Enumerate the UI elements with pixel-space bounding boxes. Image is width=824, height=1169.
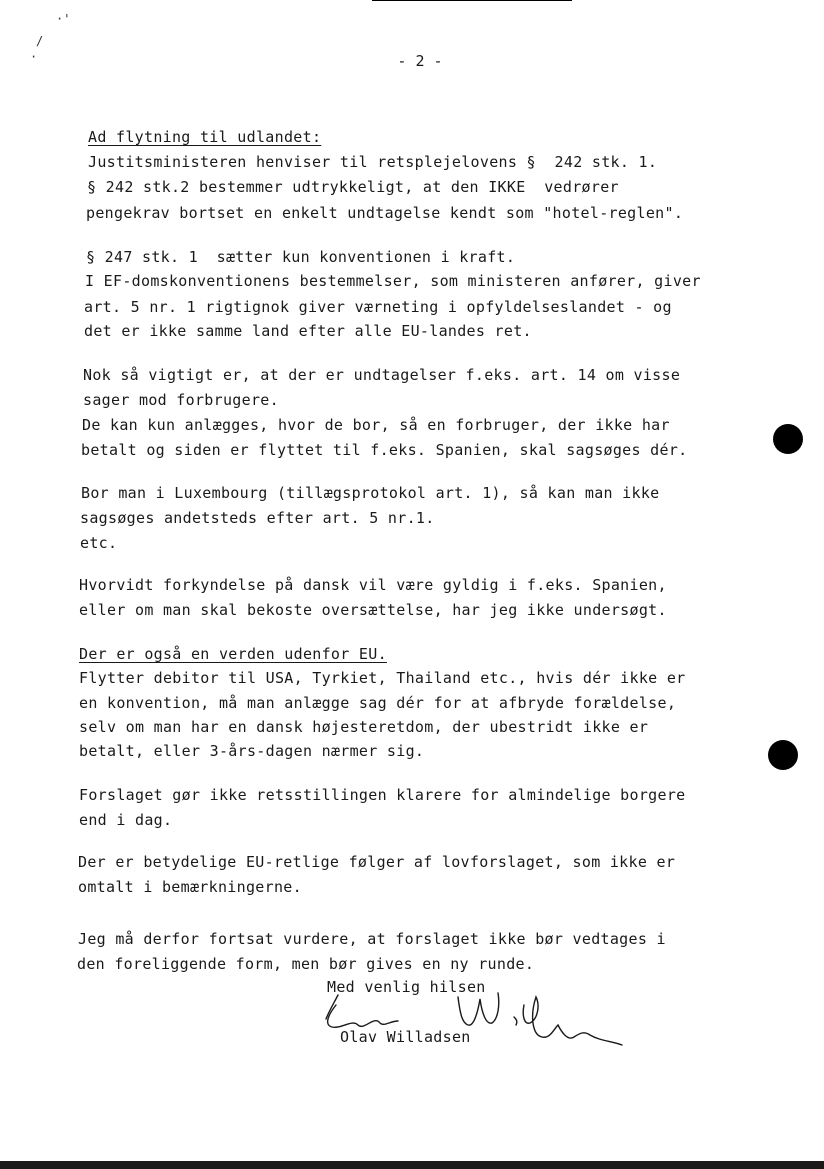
scan-bottom-edge <box>0 1161 824 1169</box>
text-line: Flytter debitor til USA, Tyrkiet, Thailand etc., hvis dér ikke er <box>79 669 686 687</box>
text-line: Hvorvidt forkyndelse på dansk vil være gyldig i f.eks. Spanien, <box>79 576 667 594</box>
scan-speck: / <box>36 34 44 48</box>
text-line: den foreliggende form, men bør gives en ny runde. <box>77 955 535 973</box>
scan-dot-mark <box>768 740 798 770</box>
text-line: betalt, eller 3-års-dagen nærmer sig. <box>79 742 425 760</box>
text-line: end i dag. <box>79 811 173 829</box>
text-line: § 247 stk. 1 sætter kun konventionen i kraft. <box>86 248 516 266</box>
scan-dot-mark <box>773 424 803 454</box>
text-line: omtalt i bemærkningerne. <box>78 878 302 896</box>
text-line: De kan kun anlægges, hvor de bor, så en forbruger, der ikke har <box>82 416 670 434</box>
text-line: § 242 stk.2 bestemmer udtrykkeligt, at den IKKE vedrører <box>87 178 619 196</box>
page-number: - 2 - <box>397 52 443 70</box>
text-line: en konvention, må man anlægge sag dér for at afbryde forældelse, <box>79 694 677 712</box>
section-heading: Ad flytning til udlandet: <box>88 128 322 146</box>
text-line: Justitsministeren henviser til retsplejelovens § 242 stk. 1. <box>88 153 658 171</box>
text-line: Jeg må derfor fortsat vurdere, at forslaget ikke bør vedtages i <box>78 930 666 948</box>
text-line: Nok så vigtigt er, at der er undtagelser f.eks. art. 14 om visse <box>83 366 681 384</box>
text-line: I EF-domskonventionens bestemmelser, som ministeren anfører, giver <box>85 272 701 290</box>
text-line: Der er betydelige EU-retlige følger af lovforslaget, som ikke er <box>78 853 676 871</box>
scan-speck: ·' <box>56 12 71 26</box>
section-heading: Der er også en verden udenfor EU. <box>79 645 387 663</box>
text-line: sagsøges andetsteds efter art. 5 nr.1. <box>80 509 435 527</box>
text-line: det er ikke samme land efter alle EU-landes ret. <box>84 322 532 340</box>
scan-top-line <box>372 0 572 1</box>
text-line: betalt og siden er flyttet til f.eks. Spanien, skal sagsøges dér. <box>81 441 688 459</box>
text-line: sager mod forbrugere. <box>83 391 279 409</box>
signer-name: Olav Willadsen <box>340 1028 471 1046</box>
text-line: Forslaget gør ikke retsstillingen klarere for almindelige borgere <box>79 786 686 804</box>
text-line: etc. <box>80 534 118 552</box>
text-line: selv om man har en dansk højesteretdom, der ubestridt ikke er <box>79 718 649 736</box>
text-line: eller om man skal bekoste oversættelse, har jeg ikke undersøgt. <box>79 601 667 619</box>
closing-greeting: Med venlig hilsen <box>327 978 486 996</box>
scan-speck: · <box>30 50 38 64</box>
text-line: art. 5 nr. 1 rigtignok giver værneting i opfyldelseslandet - og <box>84 298 672 316</box>
text-line: Bor man i Luxembourg (tillægsprotokol art. 1), så kan man ikke <box>81 484 660 502</box>
text-line: pengekrav bortset en enkelt undtagelse kendt som "hotel-reglen". <box>86 204 684 222</box>
handwritten-signature <box>318 975 628 1065</box>
